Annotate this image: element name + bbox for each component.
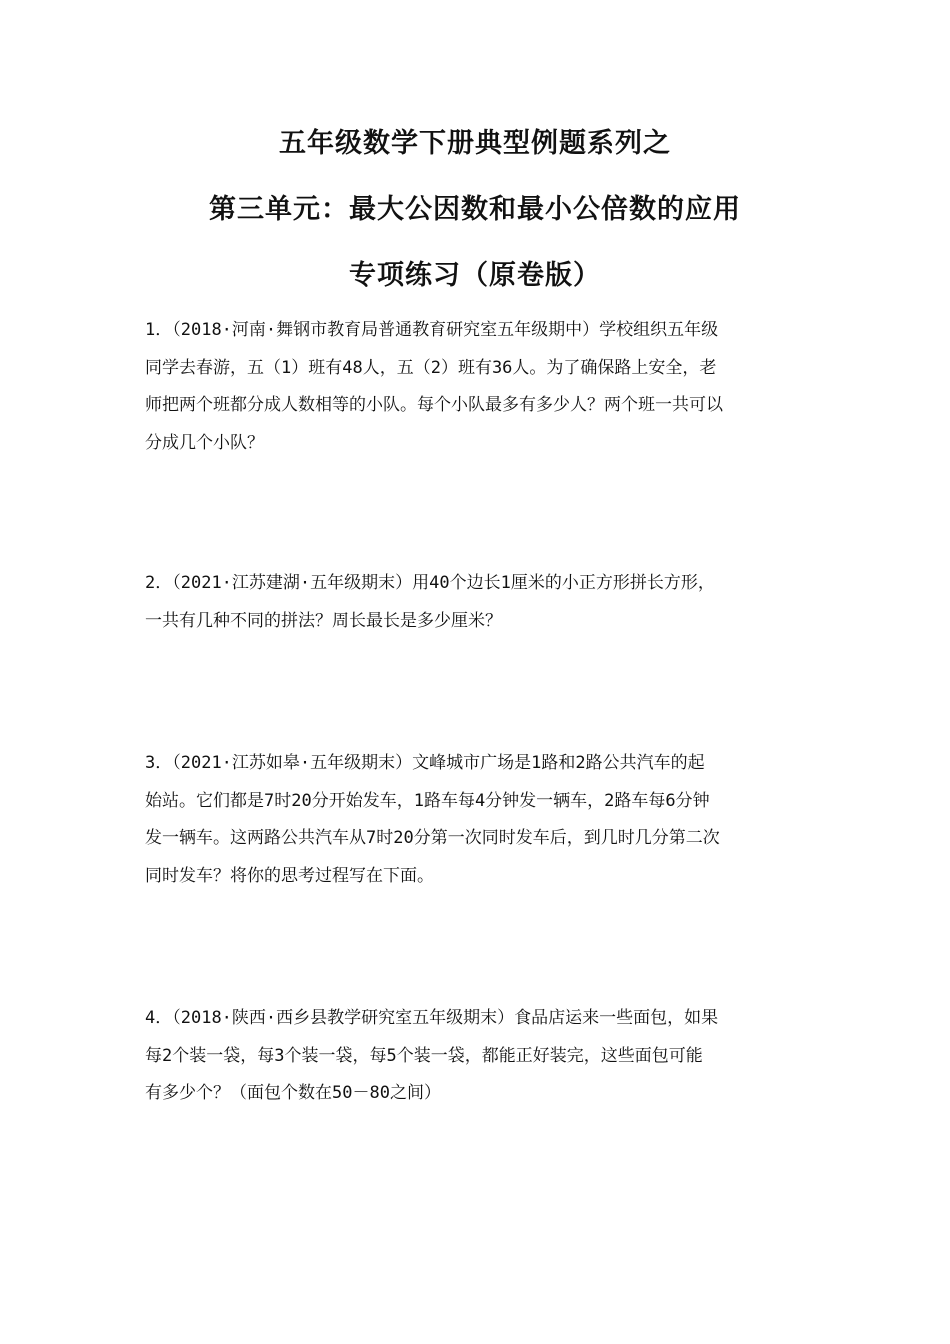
question-line: 2．（2021·江苏建湖·五年级期末）用40个边长1厘米的小正方形拼长方形，: [145, 573, 715, 593]
question-line: 1．（2018·河南·舞钢市教育局普通教育研究室五年级期中）学校组织五年级: [145, 320, 719, 340]
exercise-title: 专项练习（原卷版）: [349, 260, 601, 291]
question-line: 有多少个？（面包个数在50－80之间）: [145, 1083, 441, 1103]
question-line: 师把两个班都分成人数相等的小队。每个小队最多有多少人？两个班一共可以: [145, 395, 723, 415]
series-title: 五年级数学下册典型例题系列之: [279, 128, 671, 159]
question-line: 同时发车？将你的思考过程写在下面。: [145, 865, 434, 886]
question-4: [145, 1000, 810, 1113]
question-line: 每2个装一袋，每3个装一袋，每5个装一袋，都能正好装完，这些面包可能: [145, 1045, 703, 1066]
question-3: [145, 745, 810, 895]
question-2: [145, 565, 810, 640]
question-line: 一共有几种不同的拼法？周长最长是多少厘米？: [145, 610, 502, 631]
question-1: [145, 312, 810, 462]
question-line: 始站。它们都是7时20分开始发车，1路车每4分钟发一辆车，2路车每6分钟: [145, 790, 710, 811]
question-line: 4．（2018·陕西·西乡县教学研究室五年级期末）食品店运来一些面包，如果: [145, 1008, 719, 1028]
question-line: 同学去春游，五（1）班有48人，五（2）班有36人。为了确保路上安全，老: [145, 357, 717, 378]
unit-title: 第三单元：最大公因数和最小公倍数的应用: [209, 194, 741, 225]
question-line: 分成几个小队？: [145, 432, 264, 453]
question-line: 发一辆车。这两路公共汽车从7时20分第一次同时发车后，到几时几分第二次: [145, 828, 720, 848]
question-line: 3．（2021·江苏如皋·五年级期末）文峰城市广场是1路和2路公共汽车的起: [145, 753, 705, 773]
